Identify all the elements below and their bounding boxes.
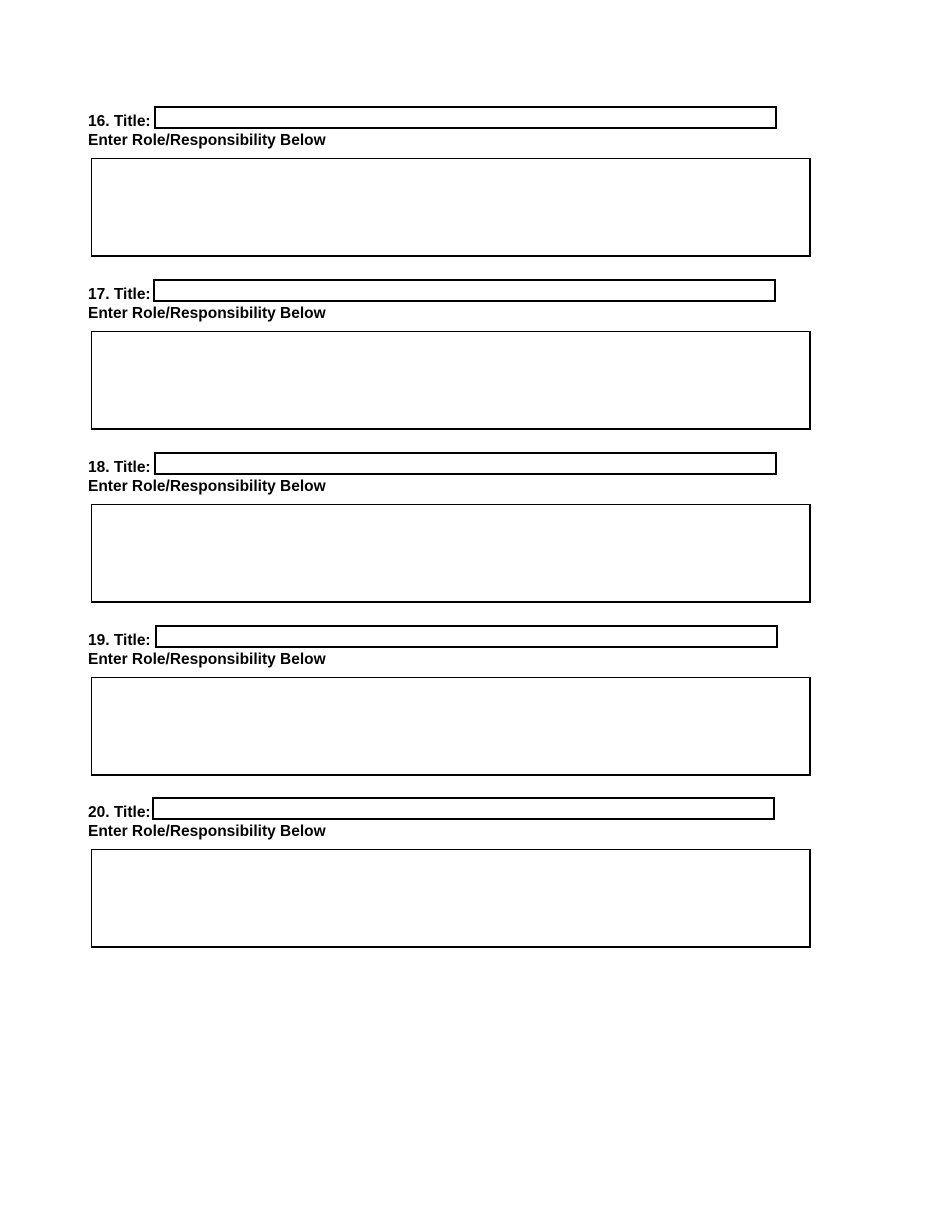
role-label-18: Enter Role/Responsibility Below xyxy=(88,478,326,495)
entry-section-19 xyxy=(0,625,950,797)
title-input-19[interactable] xyxy=(155,625,778,648)
title-input-20[interactable] xyxy=(152,797,775,820)
role-label-19: Enter Role/Responsibility Below xyxy=(88,651,326,668)
title-label-19: 19. Title: xyxy=(88,632,151,649)
role-textarea-17[interactable] xyxy=(91,331,811,430)
title-label-17: 17. Title: xyxy=(88,286,151,303)
entry-section-16 xyxy=(0,106,950,278)
title-input-17[interactable] xyxy=(153,279,776,302)
role-textarea-18[interactable] xyxy=(91,504,811,603)
entry-section-17 xyxy=(0,279,950,451)
role-textarea-16[interactable] xyxy=(91,158,811,257)
role-textarea-19[interactable] xyxy=(91,677,811,776)
title-input-18[interactable] xyxy=(154,452,777,475)
title-input-16[interactable] xyxy=(154,106,777,129)
entry-section-20 xyxy=(0,797,950,969)
title-label-18: 18. Title: xyxy=(88,459,151,476)
title-label-20: 20. Title: xyxy=(88,804,151,821)
role-textarea-20[interactable] xyxy=(91,849,811,948)
role-label-20: Enter Role/Responsibility Below xyxy=(88,823,326,840)
title-label-16: 16. Title: xyxy=(88,113,151,130)
entry-section-18 xyxy=(0,452,950,624)
role-label-17: Enter Role/Responsibility Below xyxy=(88,305,326,322)
role-label-16: Enter Role/Responsibility Below xyxy=(88,132,326,149)
